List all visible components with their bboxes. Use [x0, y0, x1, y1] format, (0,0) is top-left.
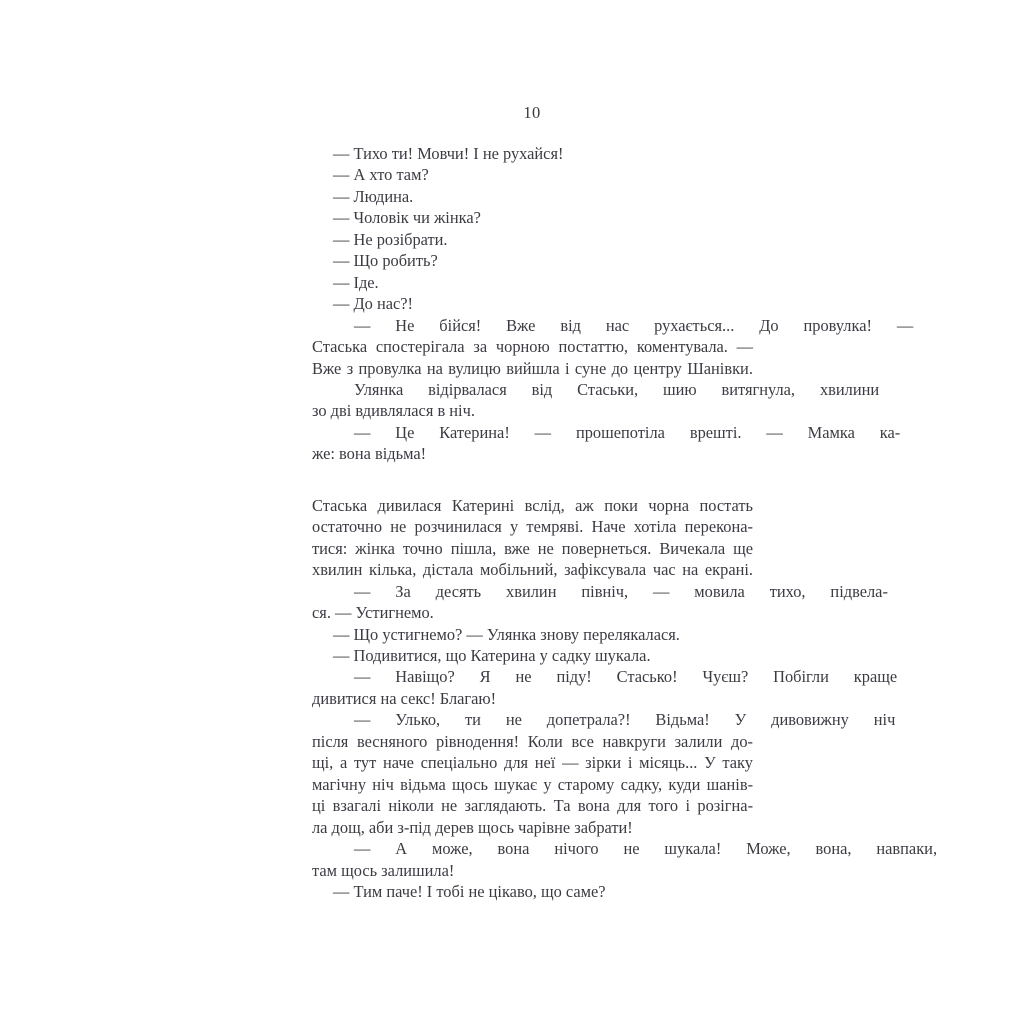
text-line: Стаська дивилася Катерині вслід, аж поки чорна постать — [312, 495, 753, 515]
text-line: — Іде. — [333, 272, 379, 292]
text-paragraph — [312, 624, 753, 645]
text-paragraph — [312, 838, 938, 881]
text-line: — А хто там? — [333, 165, 429, 185]
text-line: ці взагалі ніколи не заглядають. Та вона для того і розігна- — [312, 796, 754, 816]
text-paragraph — [312, 666, 898, 709]
text-line: хвилин кілька, дістала мобільний, зафіксувала час на екрані. — [312, 560, 754, 580]
text-line: магічну ніч відьма щось шукає у старому садку, куди шанів- — [312, 774, 754, 794]
text-line: тися: жінка точно пішла, вже не повернеться. Вичекала ще — [312, 538, 753, 558]
text-line: Улянка відірвалася від Стаськи, шию витягнула, хвилини — [354, 379, 880, 399]
dialogue-block — [312, 143, 753, 315]
text-line: — Чоловік чи жінка? — [333, 208, 481, 228]
text-paragraph — [312, 495, 753, 581]
text-line: остаточно не розчинилася у темряві. Наче хотіла перекона- — [312, 517, 753, 537]
text-paragraph — [312, 709, 896, 838]
text-line: там щось залишила! — [312, 860, 455, 880]
text-line: же: вона відьма! — [312, 444, 427, 464]
text-line: після весняного рівнодення! Коли все навкруги залили до- — [312, 731, 754, 751]
text-paragraph — [312, 581, 888, 624]
text-line: — А може, вона нічого не шукала! Може, вона, навпаки, — [354, 839, 938, 859]
text-line: зо дві вдивлялася в ніч. — [312, 401, 475, 421]
text-paragraph — [312, 645, 753, 666]
text-line: — Не бійся! Вже від нас рухається... До провулка! — — [354, 315, 914, 335]
text-line: — Людина. — [333, 186, 414, 206]
text-line: — До нас?! — [333, 294, 414, 314]
text-line: — За десять хвилин північ, — мовила тихо, підвела- — [354, 581, 888, 601]
page-text-body — [312, 143, 938, 902]
text-line: — Подивитися, що Катерина у садку шукала. — [333, 645, 651, 665]
page-number: 10 — [523, 103, 541, 122]
text-paragraph — [312, 379, 880, 422]
text-line: дивитися на секс! Благаю! — [312, 688, 497, 708]
text-line: — Що робить? — [333, 251, 438, 271]
text-line: Вже з провулка на вулицю вийшла і суне до центру Шанівки. — [312, 358, 753, 378]
text-paragraph — [312, 422, 901, 465]
text-line: ся. — Устигнемо. — [312, 603, 434, 623]
text-line: ла дощ, аби з-під дерев щось чарівне забрати! — [312, 817, 633, 837]
text-line: — Це Катерина! — прошепотіла врешті. — Мамка ка- — [354, 422, 901, 442]
text-line: — Що устигнемо? — Улянка знову перелякалася. — [333, 624, 680, 644]
text-line: — Тим паче! І тобі не цікаво, що саме? — [333, 881, 606, 901]
text-paragraph — [312, 315, 914, 379]
text-line: Стаська спостерігала за чорною постаттю, коментувала. — — [312, 337, 754, 357]
text-line: — Не розібрати. — [333, 229, 448, 249]
text-line: — Навіщо? Я не піду! Стасько! Чуєш? Побігли краще — [354, 667, 898, 687]
text-line: — Улько, ти не допетрала?! Відьма! У дивовижну ніч — [354, 710, 896, 730]
text-paragraph — [312, 881, 753, 902]
text-line: щі, а тут наче спеціально для неї — зірки і місяць... У таку — [312, 753, 753, 773]
text-line: — Тихо ти! Мовчи! І не рухайся! — [333, 144, 564, 163]
